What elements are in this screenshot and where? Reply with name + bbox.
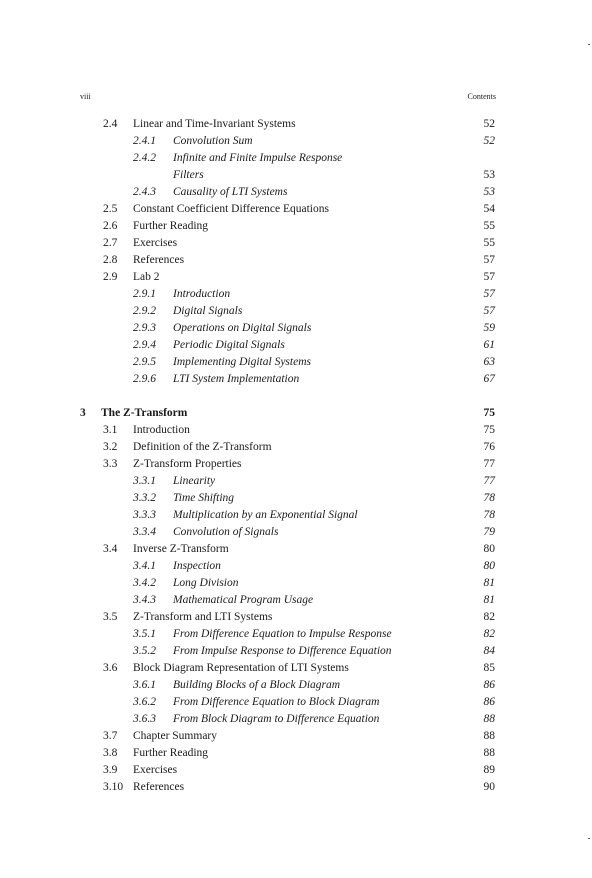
toc-entry-page: 88 (483, 730, 495, 742)
toc-entry-title: Periodic Digital Signals (173, 339, 285, 351)
toc-entry-number: 3.5 (103, 611, 118, 623)
toc-section-entry (0, 422, 592, 439)
running-header: Contents (467, 92, 496, 101)
toc-entry-page: 77 (483, 475, 495, 487)
toc-entry-page: 77 (483, 458, 495, 470)
toc-entry-page: 79 (483, 526, 495, 538)
toc-entry-number: 3.6.3 (133, 713, 156, 725)
toc-entry-page: 90 (483, 781, 495, 793)
toc-entry-title: Exercises (133, 237, 178, 249)
toc-entry-page: 57 (483, 305, 495, 317)
toc-entry-title: Linear and Time-Invariant Systems (133, 118, 296, 130)
toc-entry-number: 3.4.1 (133, 560, 156, 572)
toc-entry-title: Building Blocks of a Block Diagram (173, 679, 341, 691)
toc-entry-title: From Impulse Response to Difference Equation (173, 645, 392, 657)
toc-entry-page: 57 (483, 288, 495, 300)
toc-subsection-entry (0, 371, 592, 388)
toc-entry-title: Introduction (133, 424, 190, 436)
toc-entry-page: 75 (483, 424, 495, 436)
toc-entry-page: 86 (483, 679, 495, 691)
toc-section-entry (0, 660, 592, 677)
toc-subsection-entry (0, 473, 592, 490)
toc-entry-page: 53 (483, 169, 495, 181)
toc-entry-page: 85 (483, 662, 495, 674)
toc-entry-number: 3.4.3 (133, 594, 156, 606)
toc-entry-page: 78 (483, 492, 495, 504)
toc-entry-page: 59 (483, 322, 495, 334)
toc-entry-title: Block Diagram Representation of LTI Systems (133, 662, 349, 674)
toc-subsection-entry (0, 694, 592, 711)
toc-entry-title: LTI System Implementation (173, 373, 300, 385)
toc-subsection-entry (0, 150, 592, 167)
toc-entry-page: 55 (483, 237, 495, 249)
toc-section-entry (0, 779, 592, 796)
toc-entry-number: 3.7 (103, 730, 118, 742)
toc-section-entry (0, 762, 592, 779)
toc-subsection-entry (0, 575, 592, 592)
toc-entry-title: References (133, 781, 185, 793)
toc-entry-number: 2.9.4 (133, 339, 156, 351)
crop-mark-bottom (588, 838, 590, 839)
toc-entry-title: Further Reading (133, 747, 209, 759)
toc-subsection-entry (0, 677, 592, 694)
toc-entry-page: 75 (483, 407, 495, 419)
toc-section-entry (0, 201, 592, 218)
toc-entry-title: Z-Transform Properties (133, 458, 242, 470)
toc-subsection-entry (0, 354, 592, 371)
toc-subsection-entry (0, 320, 592, 337)
toc-subsection-entry (0, 507, 592, 524)
toc-subsection-entry (0, 184, 592, 201)
toc-entry-page: 81 (483, 594, 495, 606)
toc-entry-number: 2.9.6 (133, 373, 156, 385)
toc-entry-number: 3.1 (103, 424, 118, 436)
toc-entry-number: 3.2 (103, 441, 118, 453)
toc-entry-page: 55 (483, 220, 495, 232)
toc-entry-title: Causality of LTI Systems (173, 186, 288, 198)
toc-entry-page: 88 (483, 713, 495, 725)
toc-entry-number: 3.10 (103, 781, 124, 793)
toc-entry-title: Time Shifting (173, 492, 235, 504)
toc-entry-page: 78 (483, 509, 495, 521)
toc-entry-title: Operations on Digital Signals (173, 322, 312, 334)
toc-entry-number: 3.4 (103, 543, 118, 555)
toc-entry-number: 2.7 (103, 237, 118, 249)
toc-entry-title: Definition of the Z-Transform (133, 441, 272, 453)
toc-subsection-entry (0, 490, 592, 507)
toc-subsection-entry (0, 133, 592, 150)
toc-entry-number: 3 (80, 407, 86, 419)
toc-entry-number: 2.9 (103, 271, 118, 283)
toc-section-entry (0, 439, 592, 456)
toc-entry-page: 89 (483, 764, 495, 776)
toc-entry-title: Z-Transform and LTI Systems (133, 611, 273, 623)
toc-entry-number: 2.9.2 (133, 305, 156, 317)
toc-entry-number: 3.3.3 (133, 509, 156, 521)
toc-subsection-entry (0, 286, 592, 303)
toc-section-entry (0, 728, 592, 745)
toc-entry-title: Further Reading (133, 220, 209, 232)
toc-entry-page: 86 (483, 696, 495, 708)
toc-entry-number: 2.4.3 (133, 186, 156, 198)
toc-entry-number: 3.4.2 (133, 577, 156, 589)
toc-entry-title: Infinite and Finite Impulse Response (173, 152, 343, 164)
toc-entry-page: 84 (483, 645, 495, 657)
toc-entry-number: 2.5 (103, 203, 118, 215)
toc-entry-page: 61 (483, 339, 495, 351)
toc-entry-title: Mathematical Program Usage (173, 594, 314, 606)
toc-entry-title: Multiplication by an Exponential Signal (173, 509, 358, 521)
toc-entry-page: 54 (483, 203, 495, 215)
toc-entry-continuation (0, 167, 592, 184)
toc-entry-number: 3.8 (103, 747, 118, 759)
toc-entry-number: 3.6.1 (133, 679, 156, 691)
toc-entry-title: From Difference Equation to Block Diagram (173, 696, 380, 708)
toc-entry-number: 3.6.2 (133, 696, 156, 708)
table-of-contents (0, 116, 592, 796)
toc-entry-number: 2.4.1 (133, 135, 156, 147)
toc-section-entry (0, 235, 592, 252)
toc-section-entry (0, 541, 592, 558)
toc-subsection-entry (0, 558, 592, 575)
toc-entry-title: From Difference Equation to Impulse Response (173, 628, 392, 640)
toc-entry-title: Constant Coefficient Difference Equations (133, 203, 329, 215)
toc-entry-page: 57 (483, 254, 495, 266)
toc-entry-title: Lab 2 (133, 271, 160, 283)
toc-entry-number: 3.5.2 (133, 645, 156, 657)
toc-section-entry (0, 218, 592, 235)
toc-entry-page: 82 (483, 611, 495, 623)
toc-entry-title: The Z-Transform (101, 407, 188, 419)
toc-entry-title: Inverse Z-Transform (133, 543, 229, 555)
toc-entry-number: 3.9 (103, 764, 118, 776)
toc-entry-number: 3.6 (103, 662, 118, 674)
toc-entry-number: 2.9.3 (133, 322, 156, 334)
toc-entry-number: 3.5.1 (133, 628, 156, 640)
toc-entry-page: 52 (483, 135, 495, 147)
toc-entry-page: 81 (483, 577, 495, 589)
toc-section-entry (0, 269, 592, 286)
toc-section-entry (0, 745, 592, 762)
toc-entry-page: 88 (483, 747, 495, 759)
toc-entry-page: 80 (483, 543, 495, 555)
toc-entry-page: 76 (483, 441, 495, 453)
toc-entry-page: 67 (483, 373, 495, 385)
page-number-roman: viii (80, 92, 91, 101)
toc-entry-title: From Block Diagram to Difference Equation (173, 713, 380, 725)
toc-entry-page: 53 (483, 186, 495, 198)
toc-entry-title: Digital Signals (173, 305, 243, 317)
toc-entry-title: References (133, 254, 185, 266)
toc-entry-title: Convolution Sum (173, 135, 253, 147)
toc-entry-page: 80 (483, 560, 495, 572)
toc-subsection-entry (0, 626, 592, 643)
toc-entry-title: Convolution of Signals (173, 526, 279, 538)
toc-subsection-entry (0, 592, 592, 609)
toc-subsection-entry (0, 337, 592, 354)
toc-entry-number: 2.4.2 (133, 152, 156, 164)
toc-section-entry (0, 116, 592, 133)
toc-entry-number: 2.8 (103, 254, 118, 266)
toc-entry-number: 2.9.5 (133, 356, 156, 368)
toc-entry-number: 3.3 (103, 458, 118, 470)
toc-entry-page: 57 (483, 271, 495, 283)
toc-entry-title: Filters (173, 169, 204, 181)
toc-entry-number: 2.4 (103, 118, 118, 130)
toc-entry-title: Chapter Summary (133, 730, 217, 742)
toc-entry-title: Exercises (133, 764, 178, 776)
toc-subsection-entry (0, 643, 592, 660)
toc-entry-number: 2.9.1 (133, 288, 156, 300)
toc-entry-title: Linearity (173, 475, 216, 487)
toc-entry-number: 2.6 (103, 220, 118, 232)
toc-section-entry (0, 609, 592, 626)
toc-entry-number: 3.3.1 (133, 475, 156, 487)
toc-chapter-entry (0, 405, 592, 422)
toc-entry-page: 63 (483, 356, 495, 368)
toc-subsection-entry (0, 711, 592, 728)
toc-entry-title: Long Division (173, 577, 239, 589)
toc-subsection-entry (0, 303, 592, 320)
toc-entry-number: 3.3.2 (133, 492, 156, 504)
toc-entry-number: 3.3.4 (133, 526, 156, 538)
toc-subsection-entry (0, 524, 592, 541)
toc-section-entry (0, 252, 592, 269)
crop-mark-top (588, 44, 590, 45)
toc-entry-page: 82 (483, 628, 495, 640)
toc-entry-title: Introduction (173, 288, 231, 300)
toc-entry-title: Implementing Digital Systems (173, 356, 311, 368)
toc-entry-page: 52 (483, 118, 495, 130)
toc-section-entry (0, 456, 592, 473)
toc-entry-title: Inspection (173, 560, 221, 572)
